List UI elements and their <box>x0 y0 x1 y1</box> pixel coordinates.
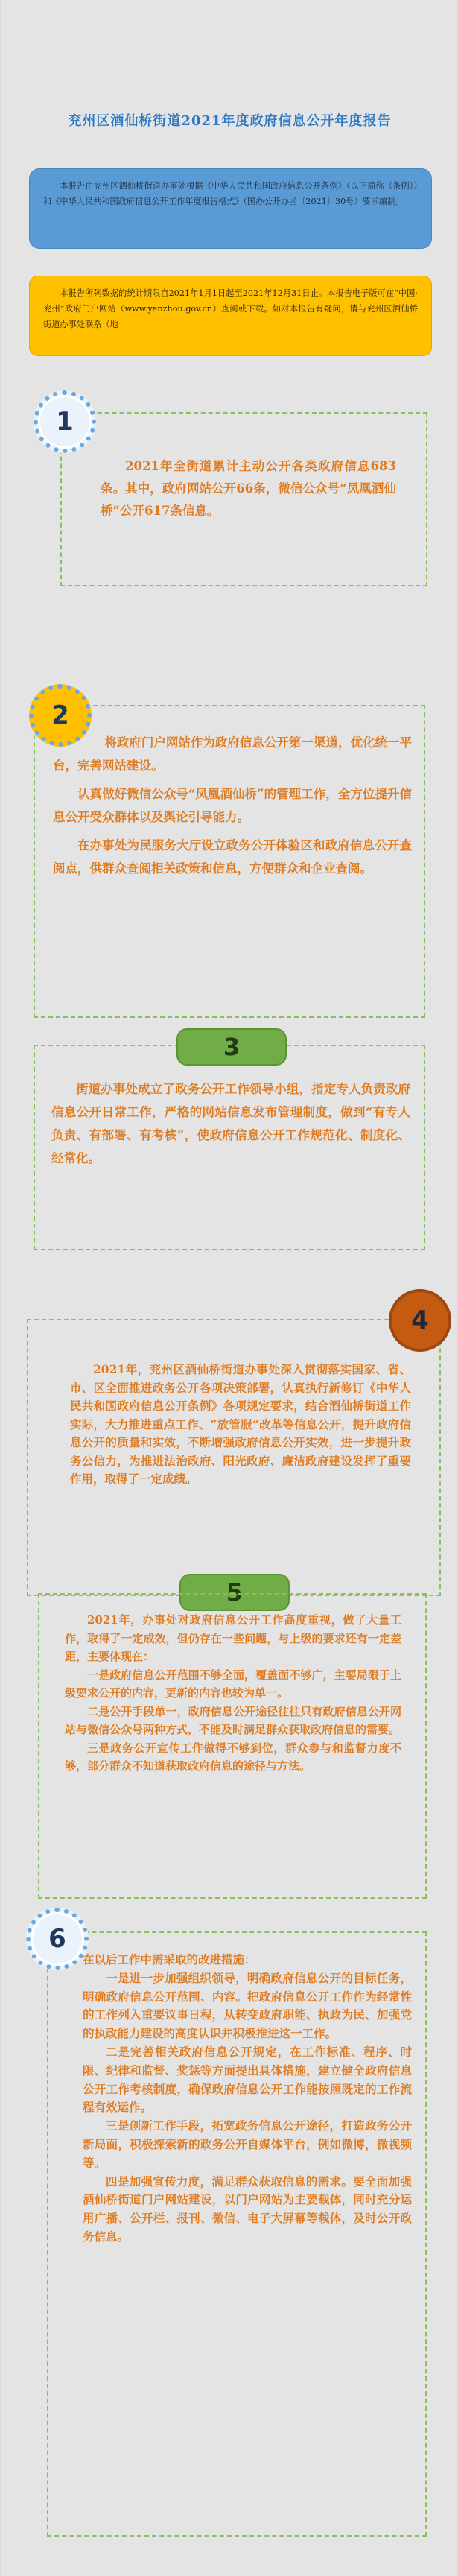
section-number-badge-1: 1 <box>34 390 96 453</box>
section-4 <box>27 1319 441 1596</box>
section-5 <box>38 1593 427 1899</box>
section-paragraph: 三是创新工作手段，拓宽政务信息公开途径，打造政务公开新局面，积极探索新的政务公开自媒体平台，例如微博，微视频等。 <box>83 2118 412 2170</box>
intro-box: 本报告由兖州区酒仙桥街道办事处根据《中华人民共和国政府信息公开条例》（以下简称《条例》）和《中华人民共和国政府信息公开工作年度报告格式》（国办公开办函〔2021〕30号）要求编制。 <box>29 168 432 249</box>
section-6 <box>47 1931 427 2537</box>
section-paragraph: 一是政府信息公开范围不够全面，覆盖面不够广，主要局限于上级要求公开的内容，更新的内容也较为单一。 <box>65 1668 401 1700</box>
note-box: 本报告所列数据的统计期限自2021年1月1日起至2021年12月31日止。本报告电子版可在“中国·兖州”政府门户网站（www.yanzhou.gov.cn）查阅或下载。如对本报告有疑问，请与兖州区酒仙桥街道办事处联系（地 <box>29 276 432 356</box>
section-paragraph: 2021年，办事处对政府信息公开工作高度重视，做了大量工作，取得了一定成效，但仍存在一些问题，与上级的要求还有一定差距，主要体现在： <box>65 1613 401 1663</box>
section-3 <box>34 1045 425 1250</box>
section-paragraph: 一是进一步加强组织领导，明确政府信息公开的目标任务，明确政府信息公开范围、内容。把政府信息公开工作作为经常性的工作列入重要议事日程，从转变政府职能、执政为民、加强党的执政能力建设的高度认识并积极推进这一工作。 <box>83 1970 412 2041</box>
section-paragraph: 在办事处为民服务大厅设立政务公开体验区和政府信息公开查阅点，供群众查阅相关政策和信息，方便群众和企业查阅。 <box>53 838 412 876</box>
section-paragraph: 三是政务公开宣传工作做得不够到位，群众参与和监督力度不够，部分群众不知道获取政府信息的途径与方法。 <box>65 1741 401 1773</box>
section-paragraph: 2021年全街道累计主动公开各类政府信息683条。其中，政府网站公开66条，微信公众号“凤凰酒仙桥”公开617条信息。 <box>101 459 396 518</box>
section-paragraph: 将政府门户网站作为政府信息公开第一渠道，优化统一平台，完善网站建设。 <box>53 735 412 773</box>
section-number-badge-3: 3 <box>176 1028 287 1066</box>
section-paragraph: 在以后工作中需采取的改进措施： <box>83 1952 256 1966</box>
page-title: 兖州区酒仙桥街道2021年度政府信息公开年度报告 <box>68 113 392 129</box>
section-number-badge-6: 6 <box>26 1908 89 1970</box>
section-paragraph: 2021年，兖州区酒仙桥街道办事处深入贯彻落实国家、省、市、区全面推进政务公开各项决策部署，认真执行新修订《中华人民共和国政府信息公开条例》各项规定要求，结合酒仙桥街道工作实际，大力推进重点工作、“放管服”改革等信息公开，提升政府信息公开的质量和实效，不断增强政府信息公开实效，进一步提升政务公信力，为推进法治政府、阳光政府、廉洁政府建设发挥了重要作用，取得了一定成绩。 <box>70 1362 411 1486</box>
section-number-badge-5: 5 <box>179 1574 290 1611</box>
section-paragraph: 四是加强宣传力度，满足群众获取信息的需求。要全面加强酒仙桥街道门户网站建设，以门户网站为主要载体，同时充分运用广播、公开栏、报刊、微信、电子大屏幕等载体，及时公开政务信息。 <box>83 2174 412 2244</box>
section-number-badge-4: 4 <box>389 1289 451 1352</box>
section-paragraph: 街道办事处成立了政务公开工作领导小组，指定专人负责政府信息公开日常工作，严格的网站信息发布管理制度，做到“有专人负责、有部署、有考核”，使政府信息公开工作规范化、制度化、经常化。 <box>51 1082 410 1165</box>
section-paragraph: 二是公开手段单一，政府信息公开途径往往只有政府信息公开网站与微信公众号两种方式，不能及时满足群众获取政府信息的需要。 <box>65 1704 401 1736</box>
section-paragraph: 二是完善相关政府信息公开规定，在工作标准、程序、时限、纪律和监督、奖惩等方面提出具体措施，建立健全政府信息公开工作考核制度，确保政府信息公开工作能按照既定的工作流程有效运作。 <box>83 2044 412 2115</box>
section-1 <box>60 412 427 586</box>
section-paragraph: 认真做好微信公众号“凤凰酒仙桥”的管理工作，全方位提升信息公开受众群体以及舆论引导能力。 <box>53 787 412 824</box>
section-2 <box>34 705 425 1018</box>
section-number-badge-2: 2 <box>29 684 92 747</box>
